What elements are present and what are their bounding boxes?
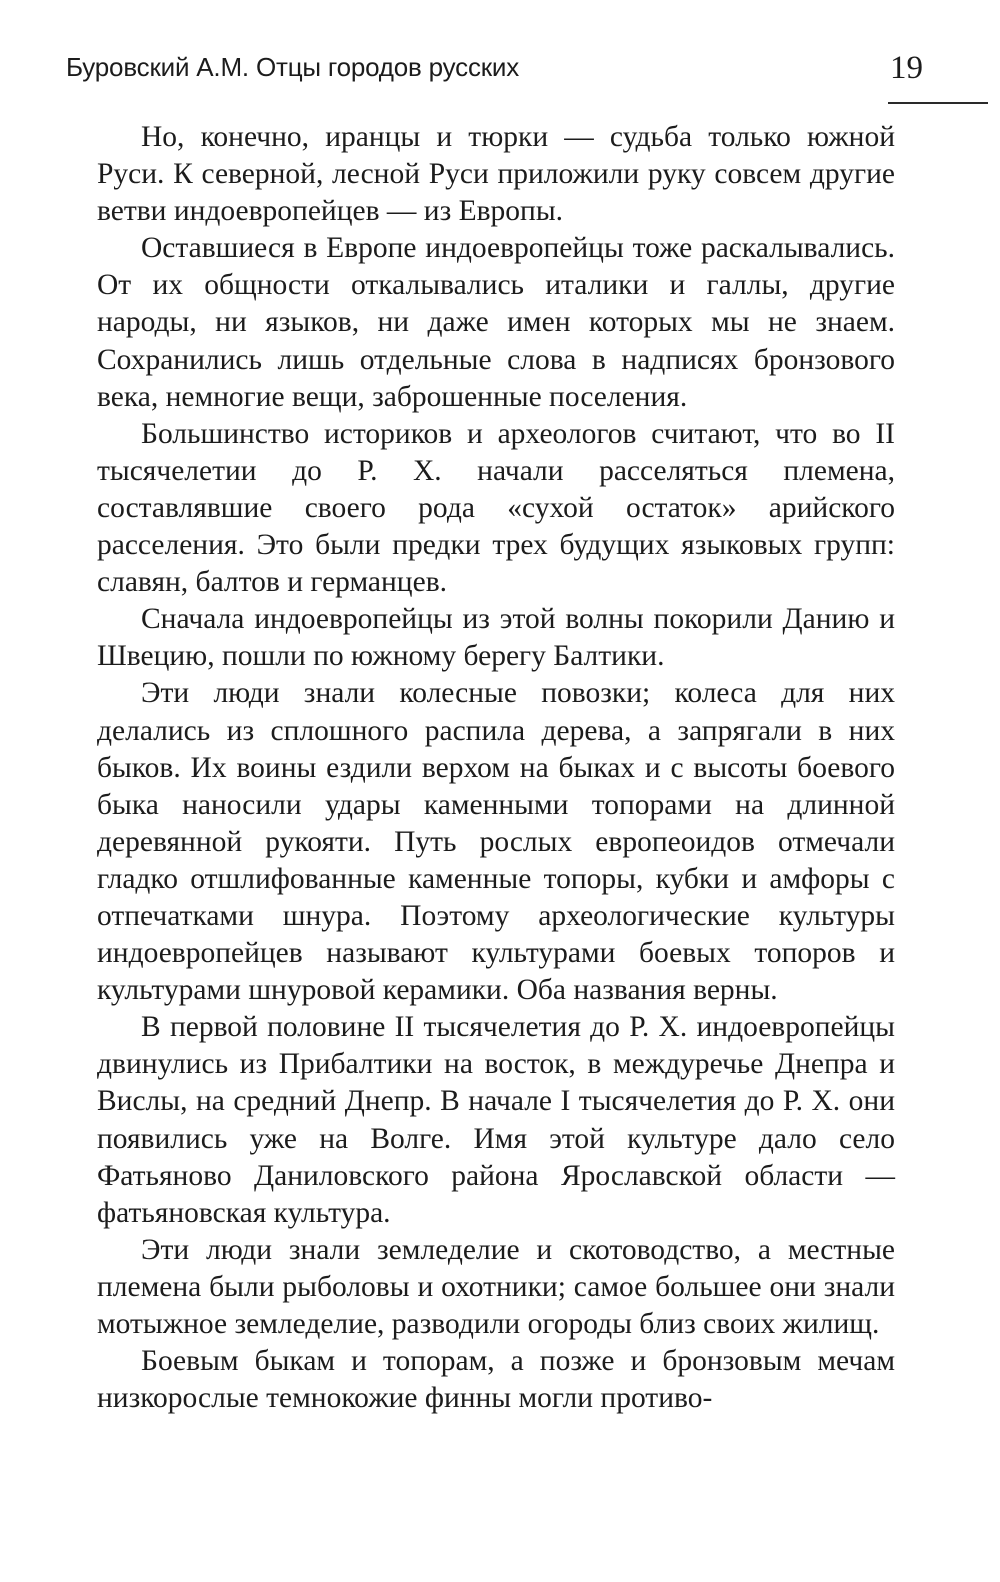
page-number: 19 xyxy=(890,50,923,86)
paragraph: Эти люди знали колесные повозки; колеса для них делались из сплошного распила дерева, а запрягали в них быков. Их воины ездили верхом на быках и с высоты боевого быка наносили удары каменными топорами на длинной деревянной рукояти. Путь рослых европеоидов отмечали гладко отшлифованные каменные топоры, кубки и амфоры с отпечатками шнура. Поэтому археологические культуры индоевропейцев называют культурами боевых топоров и культурами шнуровой керамики. Оба названия верны. xyxy=(97,677,895,1007)
paragraph: Эти люди знали земледелие и скотоводство, а местные племена были рыболовы и охотники; самое большее они знали мотыжное земледелие, разводили огороды близ своих жилищ. xyxy=(97,1233,895,1340)
header-rule xyxy=(888,102,988,104)
body-text xyxy=(97,119,895,1417)
running-head-title: Буровский А.М. Отцы городов русских xyxy=(66,52,520,82)
paragraph: Оставшиеся в Европе индоевропейцы тоже раскалывались. От их общности откалывались италики и галлы, другие народы, ни языков, ни даже имен которых мы не знаем. Сохранились лишь отдельные слова в надписях бронзового века, немногие вещи, заброшенные поселения. xyxy=(97,232,895,413)
paragraph: В первой половине II тысячелетия до Р. Х. индоевропейцы двинулись из Прибалтики на восток, в междуречье Днепра и Вислы, на средний Днепр. В начале I тысячелетия до Р. Х. они появились уже на Волге. Имя этой культуре дало село Фатьяново Даниловского района Ярославской области — фатьяновская культура. xyxy=(97,1011,895,1229)
paragraph: Но, конечно, иранцы и тюрки — судьба только южной Руси. К северной, лесной Руси приложили руку совсем другие ветви индоевропейцев — из Европы. xyxy=(97,121,895,228)
paragraph: Боевым быкам и топорам, а позже и бронзовым мечам низкорослые темнокожие финны могли противо- xyxy=(97,1345,895,1415)
paragraph: Сначала индоевропейцы из этой волны покорили Данию и Швецию, пошли по южному берегу Балтики. xyxy=(97,603,895,673)
paragraph: Большинство историков и археологов считают, что во II тысячелетии до Р. Х. начали расселяться племена, составлявшие своего рода «сухой остаток» арийского расселения. Это были предки трех будущих языковых групп: славян, балтов и германцев. xyxy=(97,417,895,599)
